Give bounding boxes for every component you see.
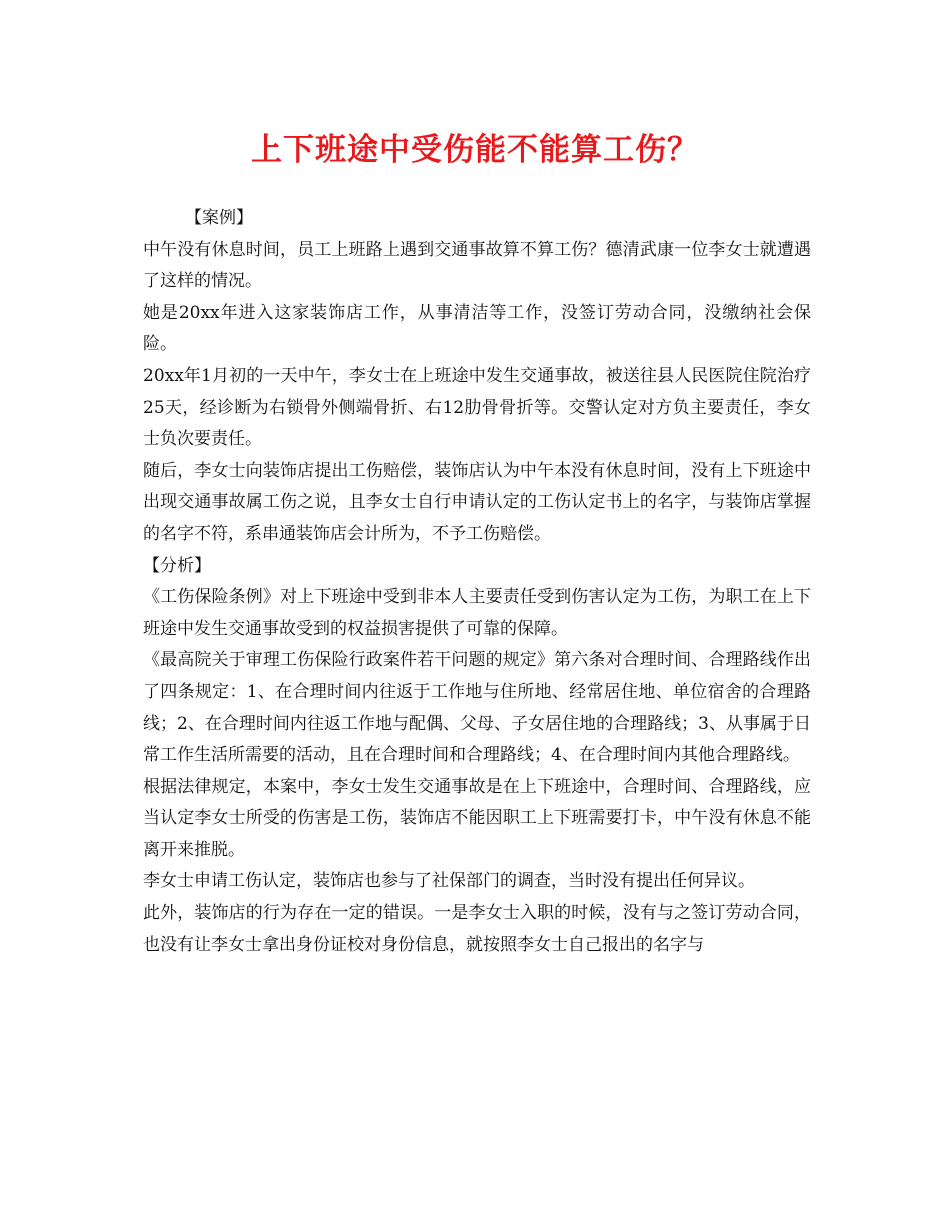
paragraph: 《工伤保险条例》对上下班途中受到非本人主要责任受到伤害认定为工伤，为职工在上下班途中发生交通事故受到的权益损害提供了可靠的保障。: [143, 587, 811, 639]
paragraph: 她是20xx年进入这家装饰店工作，从事清洁等工作，没签订劳动合同，没缴纳社会保险。: [143, 302, 811, 355]
section-heading-analysis: 【分析】: [143, 555, 211, 576]
paragraph: 20xx年1月初的一天中午，李女士在上班途中发生交通事故，被送往县人民医院住院治疗25天，经诊断为右锁骨外侧端骨折、右12肋骨骨折等。交警认定对方负主要责任，李女士负次要责任。: [143, 365, 811, 450]
paragraph: 《最高院关于审理工伤保险行政案件若干问题的规定》第六条对合理时间、合理路线作出了四条规定：1、在合理时间内往返于工作地与住所地、经常居住地、单位宿舍的合理路线；2、在合理时间内往返工作地与配偶、父母、子女居住地的合理路线；3、从事属于日常工作生活所需要的活动，且在合理时间和合理路线；4、在合理时间内其他合理路线。: [143, 650, 811, 766]
document-body: [143, 203, 811, 961]
document-title: 上下班途中受伤能不能算工伤？: [251, 132, 699, 168]
paragraph: 根据法律规定，本案中，李女士发生交通事故是在上下班途中，合理时间、合理路线，应当认定李女士所受的伤害是工伤，装饰店不能因职工上下班需要打卡，中午没有休息不能离开来推脱。: [143, 776, 811, 860]
paragraph: 此外，装饰店的行为存在一定的错误。一是李女士入职的时候，没有与之签订劳动合同，也没有让李女士拿出身份证校对身份信息，就按照李女士自己报出的名字与: [143, 903, 811, 955]
section-heading-case: 【案例】: [185, 208, 253, 228]
paragraph: 李女士申请工伤认定，装饰店也参与了社保部门的调查，当时没有提出任何异议。: [143, 871, 755, 892]
paragraph: 随后，李女士向装饰店提出工伤赔偿，装饰店认为中午本没有休息时间，没有上下班途中出现交通事故属工伤之说，且李女士自行申请认定的工伤认定书上的名字，与装饰店掌握的名字不符，系串通装饰店会计所为，不予工伤赔偿。: [143, 460, 811, 544]
paragraph: 中午没有休息时间，员工上班路上遇到交通事故算不算工伤？德清武康一位李女士就遭遇了这样的情况。: [143, 239, 811, 292]
